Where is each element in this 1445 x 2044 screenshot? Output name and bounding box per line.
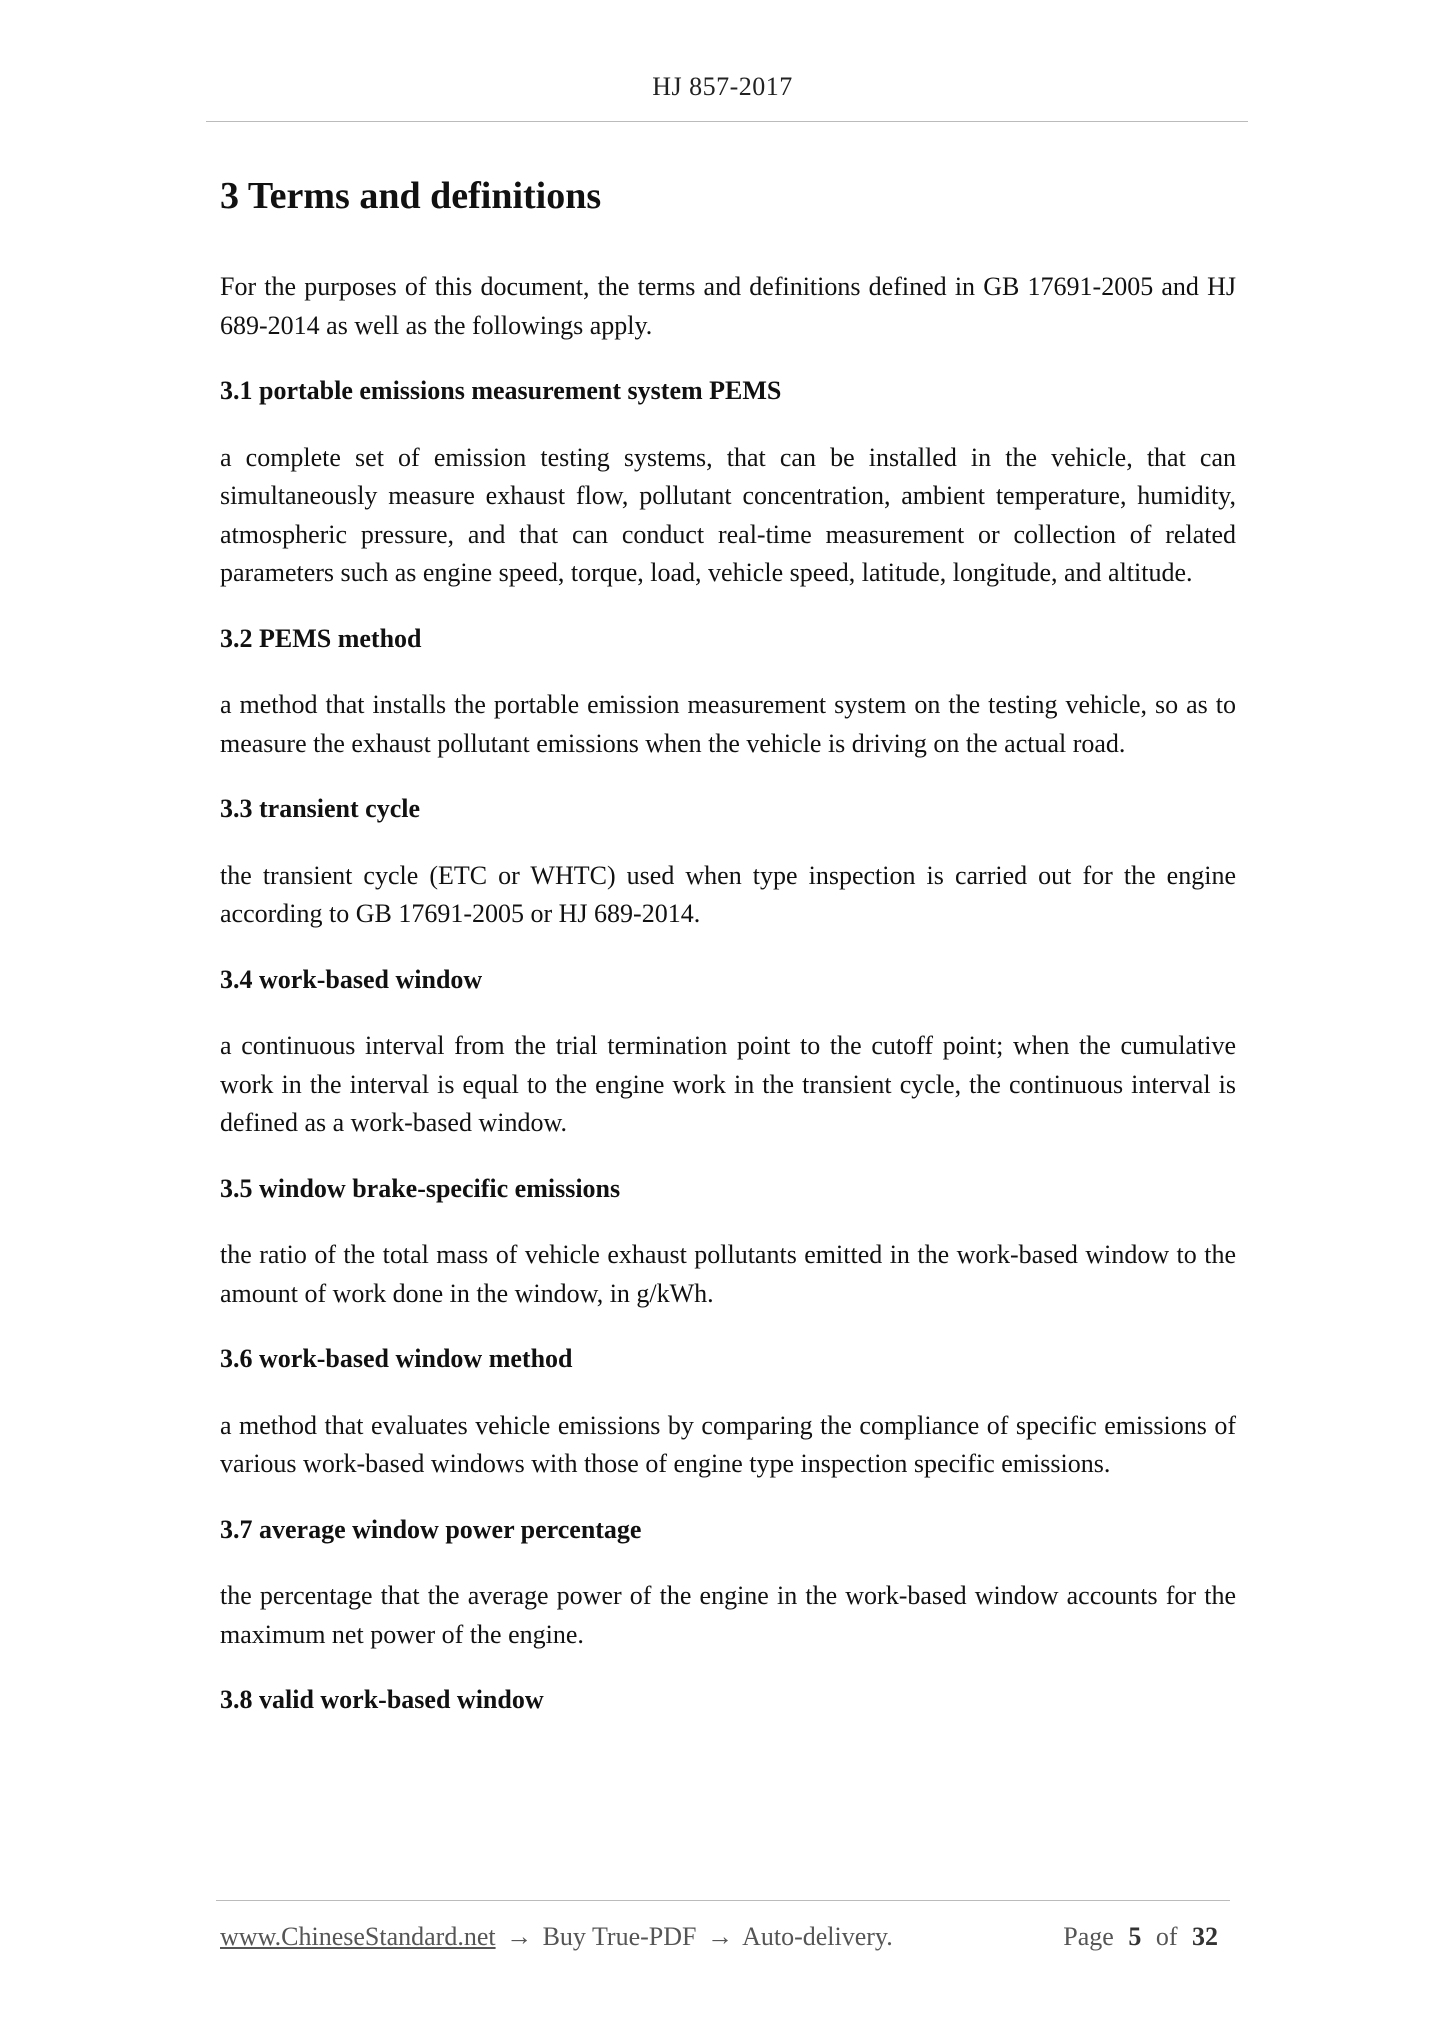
term-heading: 3.3 transient cycle — [220, 794, 421, 823]
section-title: 3 Terms and definitions — [220, 175, 602, 217]
term-definition: a continuous interval from the trial termination point to the cutoff point; when the cumulative work in the interval is equal to the engine work in the transient cycle, the continuous interval is defined as a work-based window. — [220, 1031, 1236, 1137]
term-definition: the transient cycle (ETC or WHTC) used when type inspection is carried out for the engine according to GB 17691-2005 or HJ 689-2014. — [220, 860, 1236, 928]
term-definition: a method that installs the portable emission measurement system on the testing vehicle, so as to measure the exhaust pollutant emissions when the vehicle is driving on the actual road. — [220, 690, 1236, 758]
term-definition: a method that evaluates vehicle emissions by comparing the compliance of specific emissions of various work-based windows with those of engine type inspection specific emissions. — [220, 1410, 1236, 1478]
term-heading: 3.8 valid work-based window — [220, 1685, 544, 1714]
page-footer — [220, 1922, 1230, 1962]
term-definition: the percentage that the average power of the engine in the work-based window accounts for the maximum net power of the engine. — [220, 1581, 1236, 1649]
term-definition: the ratio of the total mass of vehicle exhaust pollutants emitted in the work-based window to the amount of work done in the window, in g/kWh. — [220, 1240, 1236, 1308]
term-heading: 3.7 average window power percentage — [220, 1514, 642, 1544]
page-label: Page — [1063, 1922, 1114, 1951]
term-definition: a complete set of emission testing systems, that can be installed in the vehicle, that can simultaneously measure exhaust flow, pollutant concentration, ambient temperature, humidity, atmospheric pressure, and that can conduct real-time measurement or collection of related parameters such as engine speed, torque, load, vehicle speed, latitude, longitude, and altitude. — [220, 442, 1236, 587]
term-heading: 3.4 work-based window — [220, 964, 483, 994]
total-pages-number: 32 — [1192, 1922, 1218, 1951]
of-label: of — [1155, 1922, 1178, 1951]
footer-promo — [220, 1922, 893, 1952]
term-heading: 3.6 work-based window method — [220, 1344, 573, 1373]
section-intro: For the purposes of this document, the terms and definitions defined in GB 17691-2005 and HJ 689-2014 as well as the followings apply. — [220, 272, 1236, 340]
term-heading: 3.2 PEMS method — [220, 623, 422, 653]
header-standard-code: HJ 857-2017 — [652, 72, 793, 101]
header-divider — [206, 121, 1248, 122]
website-link[interactable]: www.ChineseStandard.net — [220, 1922, 496, 1951]
arrow-right-icon: → — [707, 1922, 733, 1951]
page-content — [220, 168, 1236, 1748]
buy-pdf-text: Buy True-PDF — [542, 1922, 697, 1951]
term-heading: 3.5 window brake-specific emissions — [220, 1173, 621, 1203]
footer-divider — [216, 1900, 1230, 1901]
arrow-right-icon: → — [506, 1922, 533, 1951]
term-heading: 3.1 portable emissions measurement system PEMS — [220, 376, 782, 405]
auto-delivery-text: Auto-delivery. — [742, 1922, 893, 1951]
page-indicator — [1063, 1922, 1226, 1952]
current-page-number: 5 — [1128, 1922, 1142, 1951]
